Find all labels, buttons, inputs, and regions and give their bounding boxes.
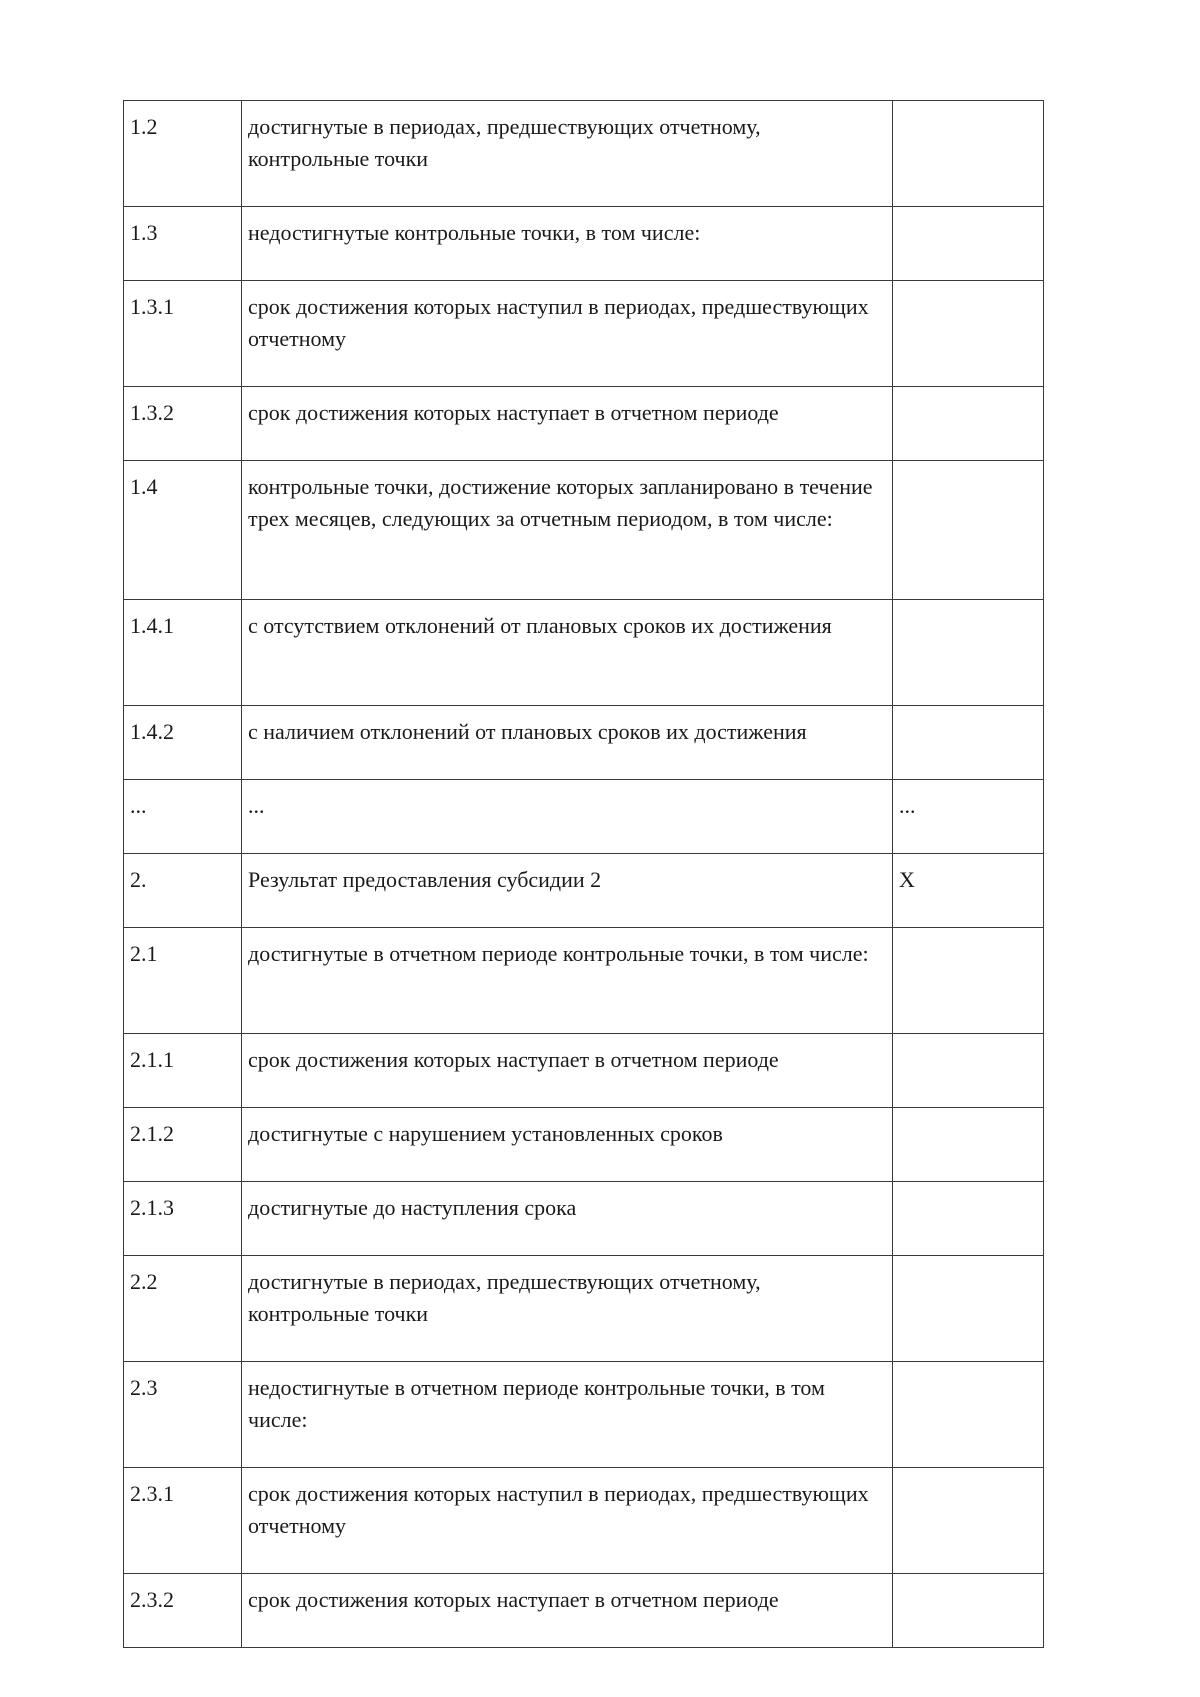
row-description: достигнутые в периодах, предшествующих отчетному, контрольные точки: [242, 101, 893, 207]
row-description: контрольные точки, достижение которых запланировано в течение трех месяцев, следующих за отчетным периодом, в том числе:: [242, 461, 893, 600]
row-description: срок достижения которых наступил в периодах, предшествующих отчетному: [242, 281, 893, 387]
row-number: 1.2: [124, 101, 242, 207]
row-number: 2.1: [124, 928, 242, 1034]
row-value: X: [893, 854, 1044, 928]
row-description: с наличием отклонений от плановых сроков их достижения: [242, 706, 893, 780]
table-row: [124, 1468, 1044, 1574]
report-table: [123, 100, 1044, 1648]
row-description: достигнутые с нарушением установленных сроков: [242, 1108, 893, 1182]
row-description: Результат предоставления субсидии 2: [242, 854, 893, 928]
table-row: [124, 600, 1044, 706]
row-description: срок достижения которых наступает в отчетном периоде: [242, 1574, 893, 1648]
row-description: достигнутые в отчетном периоде контрольные точки, в том числе:: [242, 928, 893, 1034]
row-value: [893, 1108, 1044, 1182]
table-row: [124, 706, 1044, 780]
row-value: [893, 461, 1044, 600]
table-row: [124, 207, 1044, 281]
table-row: [124, 780, 1044, 854]
row-description: недостигнутые контрольные точки, в том числе:: [242, 207, 893, 281]
row-description: достигнутые до наступления срока: [242, 1182, 893, 1256]
row-description: с отсутствием отклонений от плановых сроков их достижения: [242, 600, 893, 706]
row-description: срок достижения которых наступает в отчетном периоде: [242, 387, 893, 461]
row-value: [893, 1256, 1044, 1362]
table-row: [124, 281, 1044, 387]
row-description: срок достижения которых наступил в периодах, предшествующих отчетному: [242, 1468, 893, 1574]
table-row: [124, 387, 1044, 461]
row-number: 1.3: [124, 207, 242, 281]
row-number: 1.3.2: [124, 387, 242, 461]
row-description: достигнутые в периодах, предшествующих отчетному, контрольные точки: [242, 1256, 893, 1362]
row-number: 2.1.1: [124, 1034, 242, 1108]
row-value: [893, 1468, 1044, 1574]
row-value: [893, 387, 1044, 461]
row-number: 1.3.1: [124, 281, 242, 387]
table-row: [124, 1034, 1044, 1108]
row-number: 2.3: [124, 1362, 242, 1468]
row-value: [893, 1034, 1044, 1108]
row-value: [893, 928, 1044, 1034]
row-number: 2.3.1: [124, 1468, 242, 1574]
row-number: 2.3.2: [124, 1574, 242, 1648]
row-number: 1.4.1: [124, 600, 242, 706]
row-value: [893, 1362, 1044, 1468]
row-number: 1.4: [124, 461, 242, 600]
row-value: [893, 706, 1044, 780]
row-value: [893, 207, 1044, 281]
row-value: ...: [893, 780, 1044, 854]
row-value: [893, 600, 1044, 706]
table-row: [124, 1108, 1044, 1182]
table-row: [124, 854, 1044, 928]
row-value: [893, 101, 1044, 207]
row-number: 2.1.3: [124, 1182, 242, 1256]
table-row: [124, 928, 1044, 1034]
table-row: [124, 1256, 1044, 1362]
row-number: 1.4.2: [124, 706, 242, 780]
row-value: [893, 1182, 1044, 1256]
row-number: 2.2: [124, 1256, 242, 1362]
row-description: срок достижения которых наступает в отчетном периоде: [242, 1034, 893, 1108]
table-row: [124, 1182, 1044, 1256]
row-description: ...: [242, 780, 893, 854]
row-description: недостигнутые в отчетном периоде контрольные точки, в том числе:: [242, 1362, 893, 1468]
row-value: [893, 281, 1044, 387]
row-value: [893, 1574, 1044, 1648]
table-row: [124, 1362, 1044, 1468]
table-row: [124, 101, 1044, 207]
row-number: 2.1.2: [124, 1108, 242, 1182]
table-row: [124, 1574, 1044, 1648]
table-row: [124, 461, 1044, 600]
row-number: 2.: [124, 854, 242, 928]
row-number: ...: [124, 780, 242, 854]
